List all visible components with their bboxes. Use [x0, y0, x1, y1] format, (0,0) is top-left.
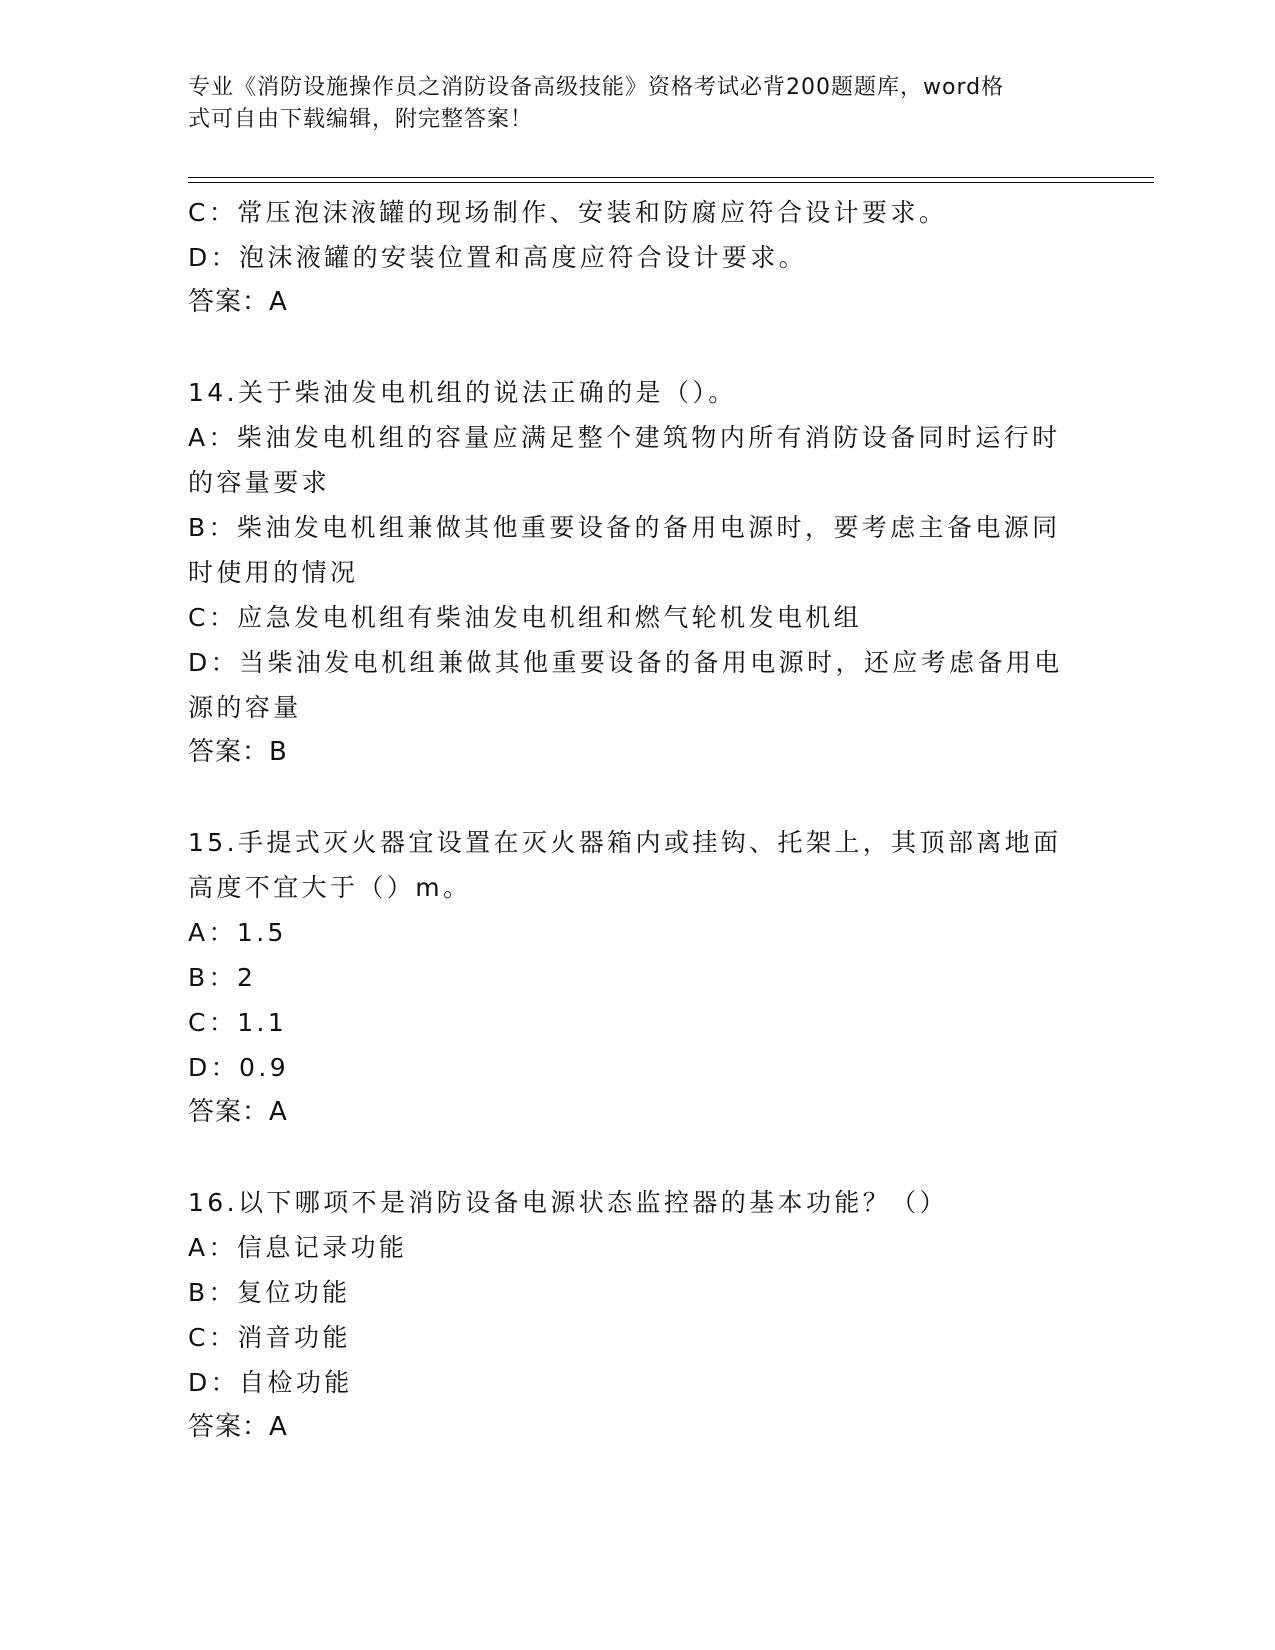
option-d: D：泡沫液罐的安装位置和高度应符合设计要求。: [188, 243, 808, 272]
option-a: A：柴油发电机组的容量应满足整个建筑物内所有消防设备同时运行时: [188, 423, 1061, 452]
question-stem: 15.手提式灭火器宜设置在灭火器箱内或挂钩、托架上，其顶部离地面: [188, 828, 1062, 857]
question-14: [188, 370, 1078, 775]
option-d: D：自检功能: [188, 1368, 353, 1397]
option-c: C：消音功能: [188, 1323, 351, 1352]
question-13: [188, 190, 1078, 325]
option-d: D：0.9: [188, 1053, 290, 1082]
option-b: B：复位功能: [188, 1278, 351, 1307]
option-d: D：当柴油发电机组兼做其他重要设备的备用电源时，还应考虑备用电: [188, 648, 1063, 677]
spacer: [188, 775, 1078, 820]
option-c: C：常压泡沫液罐的现场制作、安装和防腐应符合设计要求。: [188, 198, 948, 227]
option-b: B：2: [188, 963, 257, 992]
question-stem: 16.以下哪项不是消防设备电源状态监控器的基本功能？（）: [188, 1188, 948, 1217]
option-a: A：1.5: [188, 918, 287, 947]
spacer: [188, 325, 1078, 370]
option-b: B：柴油发电机组兼做其他重要设备的备用电源时，要考虑主备电源同: [188, 513, 1061, 542]
question-16: [188, 1180, 1078, 1450]
header-line-1: 专业《消防设施操作员之消防设备高级技能》资格考试必背200题题库，word格: [188, 75, 1005, 100]
option-c: C：1.1: [188, 1008, 288, 1037]
option-a-cont: 的容量要求: [188, 468, 331, 497]
answer: 答案：A: [188, 1412, 288, 1442]
answer: 答案：B: [188, 737, 288, 767]
answer: 答案：A: [188, 287, 288, 317]
header-divider-top: [188, 177, 1154, 178]
question-stem-cont: 高度不宜大于（）m。: [188, 873, 472, 902]
answer: 答案：A: [188, 1097, 288, 1127]
question-15: [188, 820, 1078, 1135]
question-list: [188, 190, 1078, 1450]
option-a: A：信息记录功能: [188, 1233, 408, 1262]
header-line-2: 式可自由下载编辑，附完整答案！: [188, 107, 534, 132]
option-d-cont: 源的容量: [188, 693, 302, 722]
option-b-cont: 时使用的情况: [188, 558, 359, 587]
option-c: C：应急发电机组有柴油发电机组和燃气轮机发电机组: [188, 603, 863, 632]
question-stem: 14.关于柴油发电机组的说法正确的是（）。: [188, 378, 737, 407]
spacer: [188, 1135, 1078, 1180]
header-divider-bottom: [188, 182, 1154, 183]
document-header: [188, 72, 1068, 136]
